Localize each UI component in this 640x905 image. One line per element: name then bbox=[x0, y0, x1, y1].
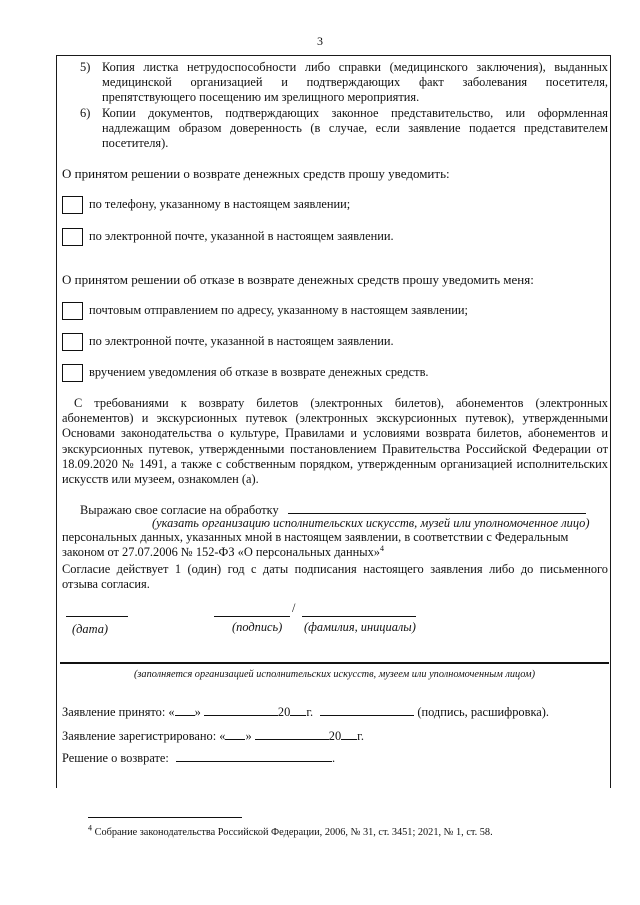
decision-row bbox=[62, 750, 335, 766]
requirements-paragraph bbox=[62, 396, 608, 487]
consent-hint: (указать организацию исполнительских искусств, музей или уполномоченное лицо) bbox=[152, 516, 590, 530]
paragraph-line: 18.09.2020 № 1491, а также с собственным порядком, утвержденным организацией исполнительских bbox=[62, 456, 608, 471]
registered-year-suffix: г. bbox=[357, 729, 364, 743]
list-line: посетителя). bbox=[102, 136, 169, 151]
registered-month-field[interactable] bbox=[255, 728, 329, 740]
footnote-divider bbox=[88, 817, 242, 818]
list-line: надлежащим образом доверенность (в случае, если заявление подается представителем bbox=[102, 121, 608, 136]
accepted-quote: » bbox=[194, 705, 201, 719]
consent-intro: Выражаю свое согласие на обработку bbox=[80, 503, 279, 517]
accepted-day-field[interactable] bbox=[175, 704, 195, 716]
list-line: медицинской организацией и подтверждающих факт заболевания посетителя, bbox=[102, 75, 608, 90]
refusal-option-post[interactable] bbox=[62, 302, 608, 322]
checkbox-label: по электронной почте, указанной в настоящем заявлении. bbox=[89, 334, 394, 348]
paragraph-line: Основами законодательства о культуре, Правилами и условиями возврата билетов, абонементов и bbox=[62, 426, 608, 441]
checkbox[interactable] bbox=[62, 302, 83, 320]
consent-line: законом от 27.07.2006 № 152-ФЗ «О персональных данных» bbox=[62, 545, 380, 560]
paragraph-line: абонементов) и экскурсионных путевок (электронных экскурсионных путевок), утвержденными bbox=[62, 411, 608, 426]
decision-end: . bbox=[331, 751, 336, 765]
checkbox-label: почтовым отправлением по адресу, указанному в настоящем заявлении; bbox=[89, 303, 468, 317]
consent-period bbox=[62, 562, 608, 592]
consent-line: персональных данных, указанных мной в настоящем заявлении, в соответствии с Федеральным bbox=[62, 530, 569, 544]
registered-year: 20 bbox=[328, 729, 342, 743]
paragraph-line: искусств или музеем, ознакомлен (а). bbox=[62, 472, 259, 487]
registered-row bbox=[62, 728, 364, 744]
footnote-mark: 4 bbox=[88, 823, 92, 833]
list-line: Копия листка нетрудоспособности либо справки (медицинского заключения), выданных bbox=[102, 60, 608, 74]
paragraph-line: С требованиями к возврату билетов (электронных билетов), абонементов (электронных bbox=[74, 396, 608, 410]
refusal-notice-heading: О принятом решении об отказе в возврате денежных средств прошу уведомить меня: bbox=[62, 272, 534, 287]
checkbox[interactable] bbox=[62, 196, 83, 214]
registered-label: Заявление зарегистрировано: « bbox=[62, 729, 226, 743]
name-field[interactable] bbox=[302, 605, 416, 617]
checkbox-label: по электронной почте, указанной в настоящем заявлении. bbox=[89, 229, 394, 243]
office-use-note: (заполняется организацией исполнительских искусств, музеем или уполномоченным лицом) bbox=[133, 669, 536, 680]
decision-label: Решение о возврате: bbox=[62, 751, 169, 765]
signature-field[interactable] bbox=[214, 605, 290, 617]
checkbox[interactable] bbox=[62, 228, 83, 246]
date-field[interactable] bbox=[66, 605, 128, 617]
accepted-year-suffix: г. bbox=[306, 705, 314, 719]
list-line: Копии документов, подтверждающих законное представительство, или оформленная bbox=[102, 106, 608, 120]
accepted-sign-field[interactable] bbox=[320, 704, 414, 716]
consent-period-line: Согласие действует 1 (один) год с даты подписания настоящего заявления либо до письменного bbox=[62, 562, 608, 576]
organization-field[interactable] bbox=[288, 502, 586, 514]
accepted-year: 20 bbox=[277, 705, 291, 719]
signature-slash: / bbox=[292, 601, 296, 615]
accepted-year-field[interactable] bbox=[290, 704, 306, 716]
list-line: препятствующего посещению им зрелищного мероприятия. bbox=[102, 90, 420, 105]
refund-option-email[interactable] bbox=[62, 228, 608, 248]
checkbox-label: вручением уведомления об отказе в возврате денежных средств. bbox=[89, 365, 429, 379]
refusal-option-handover[interactable] bbox=[62, 364, 608, 384]
registered-quote: » bbox=[245, 729, 252, 743]
registered-day-field[interactable] bbox=[225, 728, 245, 740]
accepted-month-field[interactable] bbox=[204, 704, 278, 716]
refund-notice-heading: О принятом решении о возврате денежных средств прошу уведомить: bbox=[62, 166, 450, 181]
checkbox-label: по телефону, указанному в настоящем заявлении; bbox=[89, 197, 351, 211]
refund-option-phone[interactable] bbox=[62, 196, 608, 216]
footnote-text: Собрание законодательства Российской Федерации, 2006, № 31, ст. 3451; 2021, № 1, ст. 58. bbox=[94, 827, 493, 838]
consent-period-line: отзыва согласия. bbox=[62, 577, 150, 592]
accepted-row bbox=[62, 704, 549, 720]
decision-field[interactable] bbox=[176, 750, 332, 762]
registered-year-field[interactable] bbox=[341, 728, 357, 740]
checkbox[interactable] bbox=[62, 364, 83, 382]
date-caption: (дата) bbox=[72, 622, 109, 636]
checkbox[interactable] bbox=[62, 333, 83, 351]
section-divider bbox=[60, 662, 609, 664]
accepted-sign-caption: (подпись, расшифровка). bbox=[417, 705, 550, 719]
accepted-label: Заявление принято: « bbox=[62, 705, 175, 719]
list-item-6 bbox=[80, 106, 608, 152]
paragraph-line: экскурсионных путевок, утвержденными постановлением Правительства Российской Федерации от bbox=[62, 441, 608, 456]
list-item-5 bbox=[80, 60, 608, 106]
page-number: 3 bbox=[317, 34, 323, 48]
name-caption: (фамилия, инициалы) bbox=[304, 620, 416, 634]
consent-text bbox=[62, 530, 608, 560]
signature-caption: (подпись) bbox=[232, 620, 283, 634]
footnote bbox=[88, 825, 493, 840]
footnote-ref: 4 bbox=[380, 544, 384, 554]
list-number: 6) bbox=[80, 106, 91, 120]
refusal-option-email[interactable] bbox=[62, 333, 608, 353]
list-number: 5) bbox=[80, 60, 91, 74]
